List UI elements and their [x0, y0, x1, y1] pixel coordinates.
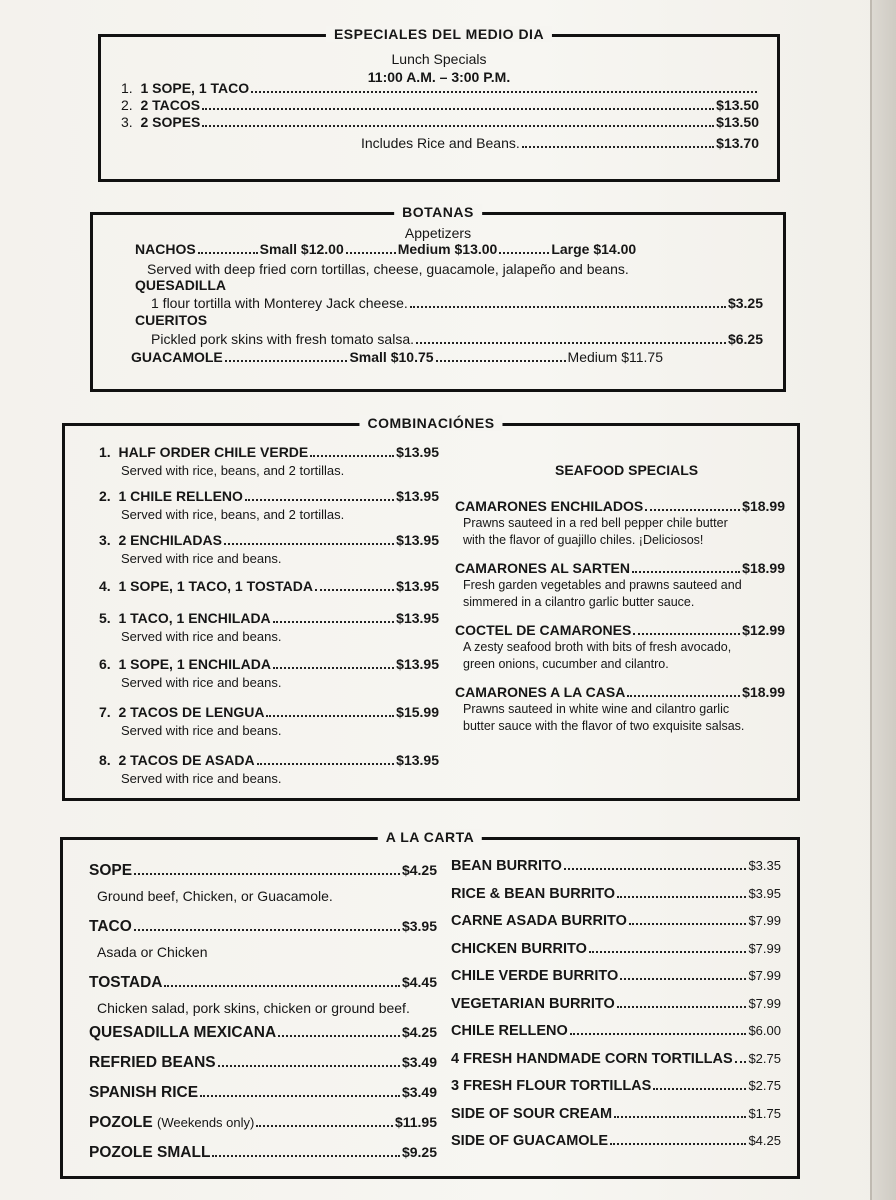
seafood-name: COCTEL DE CAMARONES: [455, 622, 632, 638]
quesadilla-desc-row: 1 flour tortilla with Monterey Jack cheese. $3.25: [151, 295, 763, 311]
seafood-desc: with the flavor of guajillo chiles. ¡Deliciosos!: [463, 533, 704, 547]
lunch-item: 3. 2 SOPES $13.50: [121, 114, 759, 130]
carta-name: SOPE: [89, 862, 133, 879]
combo-desc: Served with rice and beans.: [121, 771, 282, 786]
seafood-desc: A zesty seafood broth with bits of fresh avocado,: [463, 640, 732, 654]
combo-price: $13.95: [396, 532, 439, 548]
carta-name: 3 FRESH FLOUR TORTILLAS: [451, 1078, 652, 1094]
combo-price: $13.95: [396, 444, 439, 460]
carta-name: SIDE OF SOUR CREAM: [451, 1105, 613, 1122]
carta-name: TOSTADA: [89, 974, 163, 991]
combo-num: 6.: [99, 656, 111, 672]
combo-name: 1 SOPE, 1 ENCHILADA: [118, 656, 271, 672]
carta-name: SIDE OF GUACAMOLE: [451, 1133, 609, 1149]
carta-name: BEAN BURRITO: [451, 858, 562, 874]
carta-burrito-item: [451, 1078, 781, 1094]
carta-price: $2.75: [748, 1078, 781, 1093]
carta-title: A LA CARTA: [378, 829, 482, 845]
carta-price: $7.99: [748, 913, 781, 928]
combo-num: 3.: [99, 532, 111, 548]
carta-price: $2.75: [748, 1050, 781, 1066]
carta-item: [89, 1084, 437, 1102]
leader-dots: [614, 1116, 746, 1118]
leader-dots: [200, 1095, 400, 1097]
lunch-footer: Includes Rice and Beans. $13.70: [361, 135, 759, 151]
seafood-desc: butter sauce with the flavor of two exquisite salsas.: [463, 719, 745, 733]
seafood-price: $18.99: [742, 498, 785, 514]
carta-name: POZOLE: [89, 1114, 153, 1131]
carta-price: $3.95: [748, 885, 781, 901]
carta-name: SPANISH RICE: [89, 1084, 199, 1101]
carta-name: CHILE VERDE BURRITO: [451, 968, 619, 984]
seafood-name: CAMARONES A LA CASA: [455, 684, 626, 700]
guacamole-row: GUACAMOLE Small $10.75 Medium $11.75: [131, 349, 663, 365]
carta-price: $1.75: [748, 1105, 781, 1121]
carta-burrito-item: [451, 1023, 781, 1039]
seafood-name: CAMARONES ENCHILADOS: [455, 498, 644, 514]
cueritos-desc-row: Pickled pork skins with fresh tomato salsa. $6.25: [151, 331, 763, 347]
botanas-subtitle: Appetizers: [404, 225, 472, 241]
carta-burrito-item: [451, 941, 781, 957]
leader-dots: [633, 633, 740, 635]
leader-dots: [273, 621, 395, 623]
carta-name: VEGETARIAN BURRITO: [451, 995, 615, 1012]
combo-item: [99, 752, 439, 768]
leader-dots: [164, 985, 399, 987]
leader-dots: [266, 715, 394, 717]
combo-item: [99, 488, 439, 504]
seafood-desc: Prawns sauteed in a red bell pepper chile butter: [463, 516, 728, 530]
seafood-title: SEAFOOD SPECIALS: [555, 462, 699, 478]
carta-burrito-item: [451, 996, 781, 1012]
combo-desc: Served with rice and beans.: [121, 723, 282, 738]
carta-item: [89, 1024, 437, 1042]
leader-dots: [134, 873, 400, 875]
leader-dots: [610, 1143, 746, 1145]
carta-item: [89, 862, 437, 880]
combo-name: HALF ORDER CHILE VERDE: [118, 444, 309, 460]
leader-dots: [645, 509, 740, 511]
combo-desc: Served with rice, beans, and 2 tortillas.: [121, 463, 345, 478]
carta-price: $3.49: [401, 1054, 437, 1070]
carta-desc: Chicken salad, pork skins, chicken or ground beef.: [97, 1000, 410, 1016]
seafood-desc: Prawns sauteed in white wine and cilantro garlic: [463, 702, 730, 716]
carta-item: [89, 974, 437, 992]
carta-name: 4 FRESH HANDMADE CORN TORTILLAS: [451, 1050, 733, 1067]
seafood-desc: Fresh garden vegetables and prawns sauteed and: [463, 578, 742, 592]
carta-price: $9.25: [401, 1144, 437, 1160]
carta-price: $7.99: [748, 940, 781, 956]
nachos-desc: Served with deep fried corn tortillas, cheese, guacamole, jalapeño and beans.: [147, 261, 629, 277]
combo-name: 1 CHILE RELLENO: [118, 488, 243, 504]
seafood-price: $18.99: [742, 684, 785, 700]
carta-price: $11.95: [394, 1114, 437, 1130]
carta-burrito-item: [451, 1106, 781, 1122]
carta-price: $6.00: [748, 1023, 781, 1038]
seafood-item: [455, 560, 785, 576]
leader-dots: [278, 1035, 400, 1037]
leader-dots: [315, 589, 394, 591]
combo-name: 2 TACOS DE ASADA: [118, 752, 255, 768]
carta-note: (Weekends only): [157, 1115, 255, 1130]
seafood-desc: green onions, cucumber and cilantro.: [463, 657, 669, 671]
carta-name: REFRIED BEANS: [89, 1054, 216, 1071]
combo-desc: Served with rice and beans.: [121, 551, 282, 566]
combo-desc: Served with rice, beans, and 2 tortillas.: [121, 507, 345, 522]
leader-dots: [245, 499, 394, 501]
leader-dots: [257, 763, 395, 765]
leader-dots: [617, 1006, 747, 1008]
combo-num: 2.: [99, 488, 111, 504]
combo-num: 4.: [99, 578, 111, 594]
carta-price: $4.25: [748, 1133, 781, 1148]
carta-name: CARNE ASADA BURRITO: [451, 913, 627, 929]
seafood-price: $12.99: [742, 622, 785, 638]
carta-desc: Asada or Chicken: [97, 944, 208, 960]
carta-burrito-item: [451, 886, 781, 902]
combo-price: $13.95: [396, 488, 439, 504]
carta-burrito-item: [451, 1133, 781, 1149]
seafood-item: [455, 498, 785, 514]
nachos-row: NACHOS Small $12.00 Medium $13.00 Large $14.00: [135, 241, 637, 257]
carta-price: $4.25: [401, 862, 437, 878]
carta-name: QUESADILLA MEXICANA: [89, 1024, 277, 1041]
combo-num: 8.: [99, 752, 111, 768]
lunch-subtitle: Lunch Specials: [391, 51, 487, 67]
carta-item: [89, 1054, 437, 1072]
combo-item: [99, 704, 439, 720]
carta-name: RICE & BEAN BURRITO: [451, 885, 616, 902]
combo-item: [99, 656, 439, 672]
combo-price: $13.95: [396, 610, 439, 626]
combo-desc: Served with rice and beans.: [121, 629, 282, 644]
leader-dots: [564, 868, 747, 870]
combo-name: 2 TACOS DE LENGUA: [118, 704, 265, 720]
combo-num: 5.: [99, 610, 111, 626]
leader-dots: [212, 1155, 400, 1157]
combo-price: $13.95: [396, 656, 439, 672]
leader-dots: [310, 455, 394, 457]
combo-item: [99, 610, 439, 626]
combo-name: 1 TACO, 1 ENCHILADA: [118, 610, 271, 626]
botanas-box: [90, 204, 786, 392]
carta-price: $4.25: [401, 1024, 437, 1040]
carta-name: CHICKEN BURRITO: [451, 940, 587, 957]
combo-price: $13.95: [396, 752, 439, 768]
carta-name: TACO: [89, 918, 132, 935]
leader-dots: [134, 929, 400, 931]
seafood-item: [455, 684, 785, 700]
leader-dots: [224, 543, 394, 545]
carta-price: $4.45: [401, 974, 437, 990]
leader-dots: [632, 571, 740, 573]
page-edge: [870, 0, 896, 1200]
carta-price: $3.35: [748, 858, 781, 873]
seafood-name: CAMARONES AL SARTEN: [455, 560, 631, 576]
quesadilla-row: QUESADILLA: [135, 277, 226, 293]
leader-dots: [273, 667, 394, 669]
combo-price: $15.99: [396, 704, 439, 720]
carta-item: [89, 918, 437, 936]
carta-burrito-item: [451, 1051, 781, 1067]
combinaciones-box: [62, 415, 800, 801]
leader-dots: [620, 978, 746, 980]
leader-dots: [589, 951, 747, 953]
lunch-hours: 11:00 A.M. – 3:00 P.M.: [367, 69, 511, 85]
botanas-title: BOTANAS: [394, 204, 482, 220]
carta-burrito-item: [451, 968, 781, 984]
carta-price: $7.99: [748, 968, 781, 983]
leader-dots: [218, 1065, 400, 1067]
carta-price: $3.95: [401, 918, 437, 934]
leader-dots: [629, 923, 747, 925]
combo-name: 1 SOPE, 1 TACO, 1 TOSTADA: [118, 578, 313, 594]
lunch-item: 2. 2 TACOS $13.50: [121, 97, 759, 113]
combo-item: [99, 532, 439, 548]
combinaciones-title: COMBINACIÓNES: [359, 415, 502, 431]
lunch-title: ESPECIALES DEL MEDIO DIA: [326, 26, 552, 42]
a-la-carta-box: [60, 829, 800, 1179]
carta-price: $3.49: [401, 1084, 437, 1100]
carta-burrito-item: [451, 858, 781, 874]
carta-desc: Ground beef, Chicken, or Guacamole.: [97, 888, 333, 904]
lunch-specials-box: [98, 26, 780, 182]
carta-burrito-item: [451, 913, 781, 929]
combo-price: $13.95: [396, 578, 439, 594]
leader-dots: [627, 695, 740, 697]
leader-dots: [735, 1061, 747, 1063]
carta-name: CHILE RELLENO: [451, 1023, 568, 1039]
seafood-price: $18.99: [742, 560, 785, 576]
leader-dots: [570, 1033, 747, 1035]
combo-num: 1.: [99, 444, 111, 460]
leader-dots: [256, 1125, 393, 1127]
combo-name: 2 ENCHILADAS: [118, 532, 222, 548]
carta-item: [89, 1114, 437, 1132]
seafood-desc: simmered in a cilantro garlic butter sauce.: [463, 595, 695, 609]
combo-item: [99, 444, 439, 460]
carta-item: [89, 1144, 437, 1162]
combo-item: [99, 578, 439, 594]
combo-desc: Served with rice and beans.: [121, 675, 282, 690]
carta-name: POZOLE SMALL: [89, 1144, 211, 1161]
combo-num: 7.: [99, 704, 111, 720]
leader-dots: [653, 1088, 746, 1090]
cueritos-row: CUERITOS: [135, 312, 208, 328]
carta-price: $7.99: [748, 995, 781, 1011]
seafood-item: [455, 622, 785, 638]
lunch-item: 1. 1 SOPE, 1 TACO: [121, 80, 759, 96]
leader-dots: [617, 896, 746, 898]
